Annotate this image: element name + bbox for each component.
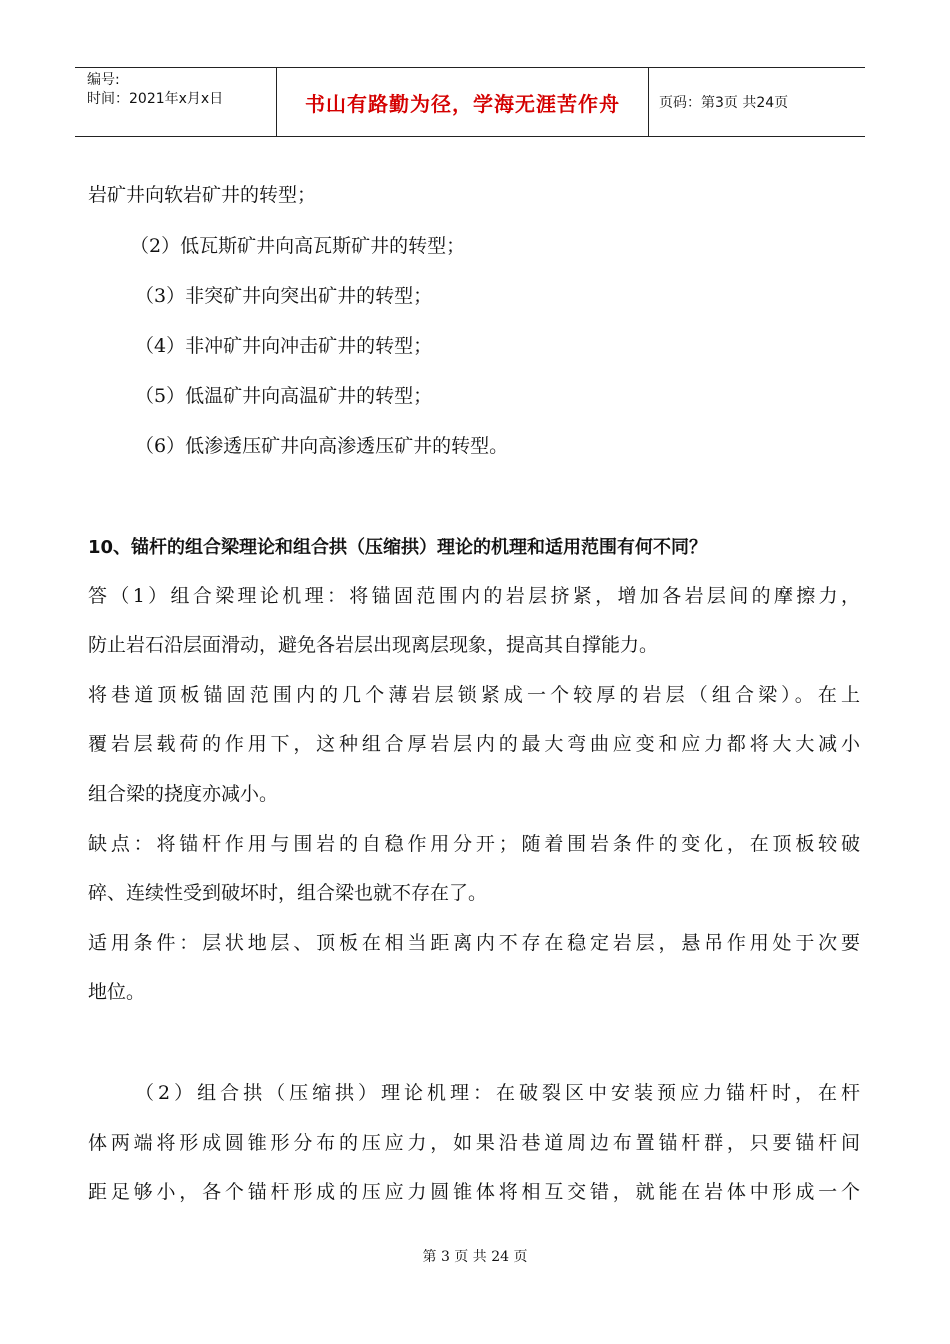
time-label: 时间：2021年x月x日 (87, 91, 224, 107)
question-heading: 10、锚杆的组合梁理论和组合拱（压缩拱）理论的机理和适用范围有何不同？ (88, 537, 708, 558)
text-line: （6）低渗透压矿井向高渗透压矿井的转型。 (135, 435, 509, 457)
text-line: 覆岩层载荷的作用下，这种组合厚岩层内的最大弯曲应变和应力都将大大减小 (88, 733, 860, 755)
text-line: 缺点：将锚杆作用与围岩的自稳作用分开；随着围岩条件的变化，在顶板较破 (88, 833, 860, 855)
text-line: （3）非突矿井向突出矿井的转型； (135, 285, 433, 307)
text-line: 碎、连续性受到破坏时，组合梁也就不存在了。 (88, 882, 488, 904)
text-line: （2）低瓦斯矿井向高瓦斯矿井的转型； (130, 235, 466, 257)
text-line: 适用条件：层状地层、顶板在相当距离内不存在稳定岩层，悬吊作用处于次要 (88, 932, 860, 954)
header-meta (75, 68, 277, 136)
text-line: 体两端将形成圆锥形分布的压应力，如果沿巷道周边布置锚杆群，只要锚杆间 (88, 1132, 860, 1154)
page-footer: 第 3 页 共 24 页 (422, 1249, 528, 1265)
text-line: （4）非冲矿井向冲击矿井的转型； (135, 335, 433, 357)
text-line: 防止岩石沿层面滑动，避免各岩层出现离层现象，提高其自撑能力。 (88, 634, 659, 656)
header-page-info: 页码：第3页 共24页 (659, 95, 789, 111)
text-line: （2）组合拱（压缩拱）理论机理：在破裂区中安装预应力锚杆时，在杆 (135, 1082, 860, 1104)
header-motto: 书山有路勤为径，学海无涯苦作舟 (277, 68, 649, 136)
text-line: 岩矿井向软岩矿井的转型； (88, 184, 317, 206)
text-line: （5）低温矿井向高温矿井的转型； (135, 385, 433, 407)
text-line: 组合梁的挠度亦减小。 (88, 783, 279, 805)
text-line: 距足够小，各个锚杆形成的压应力圆锥体将相互交错，就能在岩体中形成一个 (88, 1181, 860, 1203)
text-line: 地位。 (88, 981, 146, 1003)
text-line: 将巷道顶板锚固范围内的几个薄岩层锁紧成一个较厚的岩层（组合梁）。在上 (88, 684, 860, 706)
text-line: 答（1）组合梁理论机理：将锚固范围内的岩层挤紧，增加各岩层间的摩擦力， (88, 585, 860, 607)
page-header (75, 67, 865, 137)
number-label: 编号: (87, 72, 120, 88)
